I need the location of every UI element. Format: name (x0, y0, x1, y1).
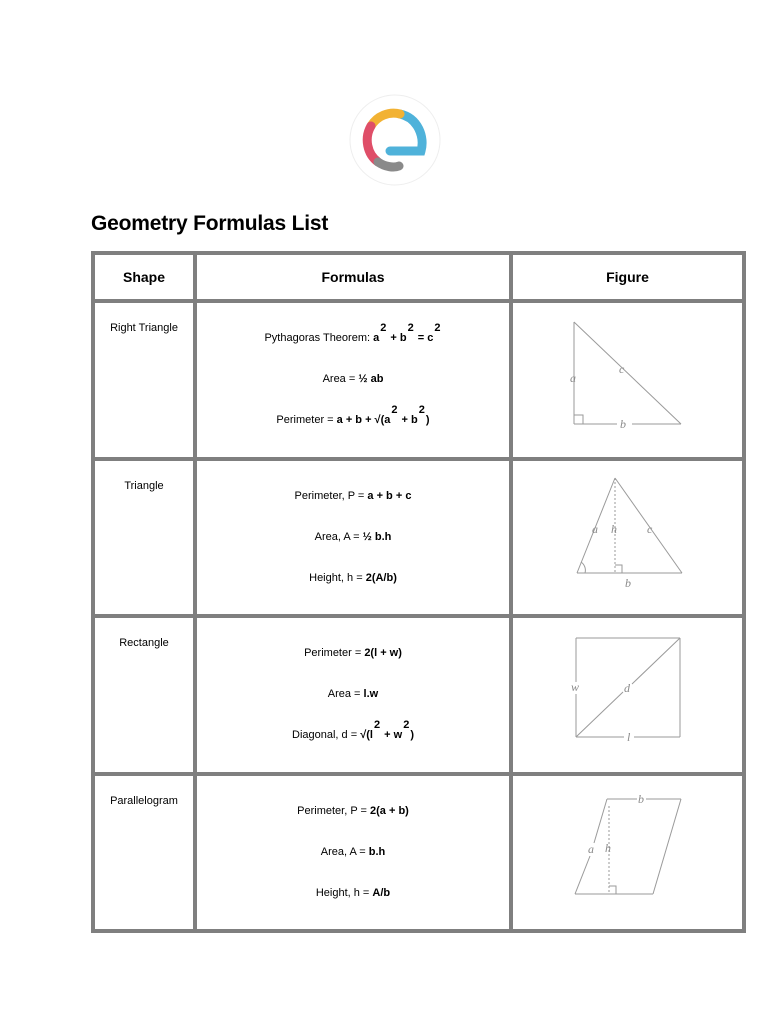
shape-cell (93, 301, 195, 459)
formula-perimeter: Perimeter, P = 2(a + b) (297, 804, 409, 817)
formula-area: Area = l.w (327, 688, 379, 700)
e-logo (349, 94, 441, 186)
label-w: w (571, 680, 580, 694)
label-b: b (620, 417, 626, 431)
parallelogram-figure (515, 776, 740, 924)
table-row-rectangle (93, 616, 744, 774)
right-triangle-figure (515, 303, 740, 451)
shape-name: Right Triangle (110, 322, 178, 334)
formula-diagonal: Diagonal, d = √(l2 + w2) (292, 719, 414, 741)
formulas-cell (195, 301, 511, 459)
figure-cell (511, 301, 744, 459)
shape-name: Parallelogram (110, 794, 178, 807)
formula-height: Height, h = A/b (315, 886, 391, 899)
shape-cell (93, 774, 195, 932)
label-a: a (588, 841, 594, 856)
formula-perimeter: Perimeter = a + b + √(a2 + b2) (276, 404, 430, 426)
label-c: c (647, 521, 653, 536)
formula-height: Height, h = 2(A/b) (309, 571, 397, 584)
label-c: c (619, 362, 625, 376)
shape-name: Triangle (124, 479, 164, 492)
page-title: Geometry Formulas List (91, 212, 329, 235)
formula-pythagoras: Pythagoras Theorem: a2 + b2 = c2 (264, 322, 441, 344)
label-h: h (605, 840, 611, 855)
figure-cell (511, 459, 744, 617)
shape-cell (93, 459, 195, 617)
label-b: b (638, 791, 644, 806)
label-a: a (592, 521, 598, 536)
label-h: h (611, 521, 617, 536)
rectangle-figure (515, 618, 740, 766)
formulas-table (91, 251, 746, 933)
label-l: l (627, 730, 631, 744)
formula-area: Area, A = ½ b.h (314, 530, 392, 543)
header-shape: Shape (93, 253, 195, 301)
table-row-triangle (93, 459, 744, 617)
shape-name: Rectangle (119, 637, 169, 649)
table-row-parallelogram (93, 774, 744, 932)
figure-cell (511, 774, 744, 932)
header-figure: Figure (511, 253, 744, 301)
label-a: a (570, 371, 576, 385)
formula-perimeter: Perimeter, P = a + b + c (294, 489, 412, 502)
formulas-cell (195, 616, 511, 774)
shape-cell (93, 616, 195, 774)
formula-perimeter: Perimeter = 2(l + w) (304, 647, 402, 659)
formula-area: Area, A = b.h (320, 845, 386, 858)
triangle-figure (515, 461, 740, 609)
table-row-right-triangle (93, 301, 744, 459)
formulas-cell (195, 459, 511, 617)
table-header-row (93, 253, 744, 301)
formulas-cell (195, 774, 511, 932)
label-b: b (625, 575, 631, 590)
figure-cell (511, 616, 744, 774)
formula-area: Area = ½ ab (322, 373, 384, 385)
header-formulas: Formulas (195, 253, 511, 301)
label-d: d (624, 681, 630, 695)
